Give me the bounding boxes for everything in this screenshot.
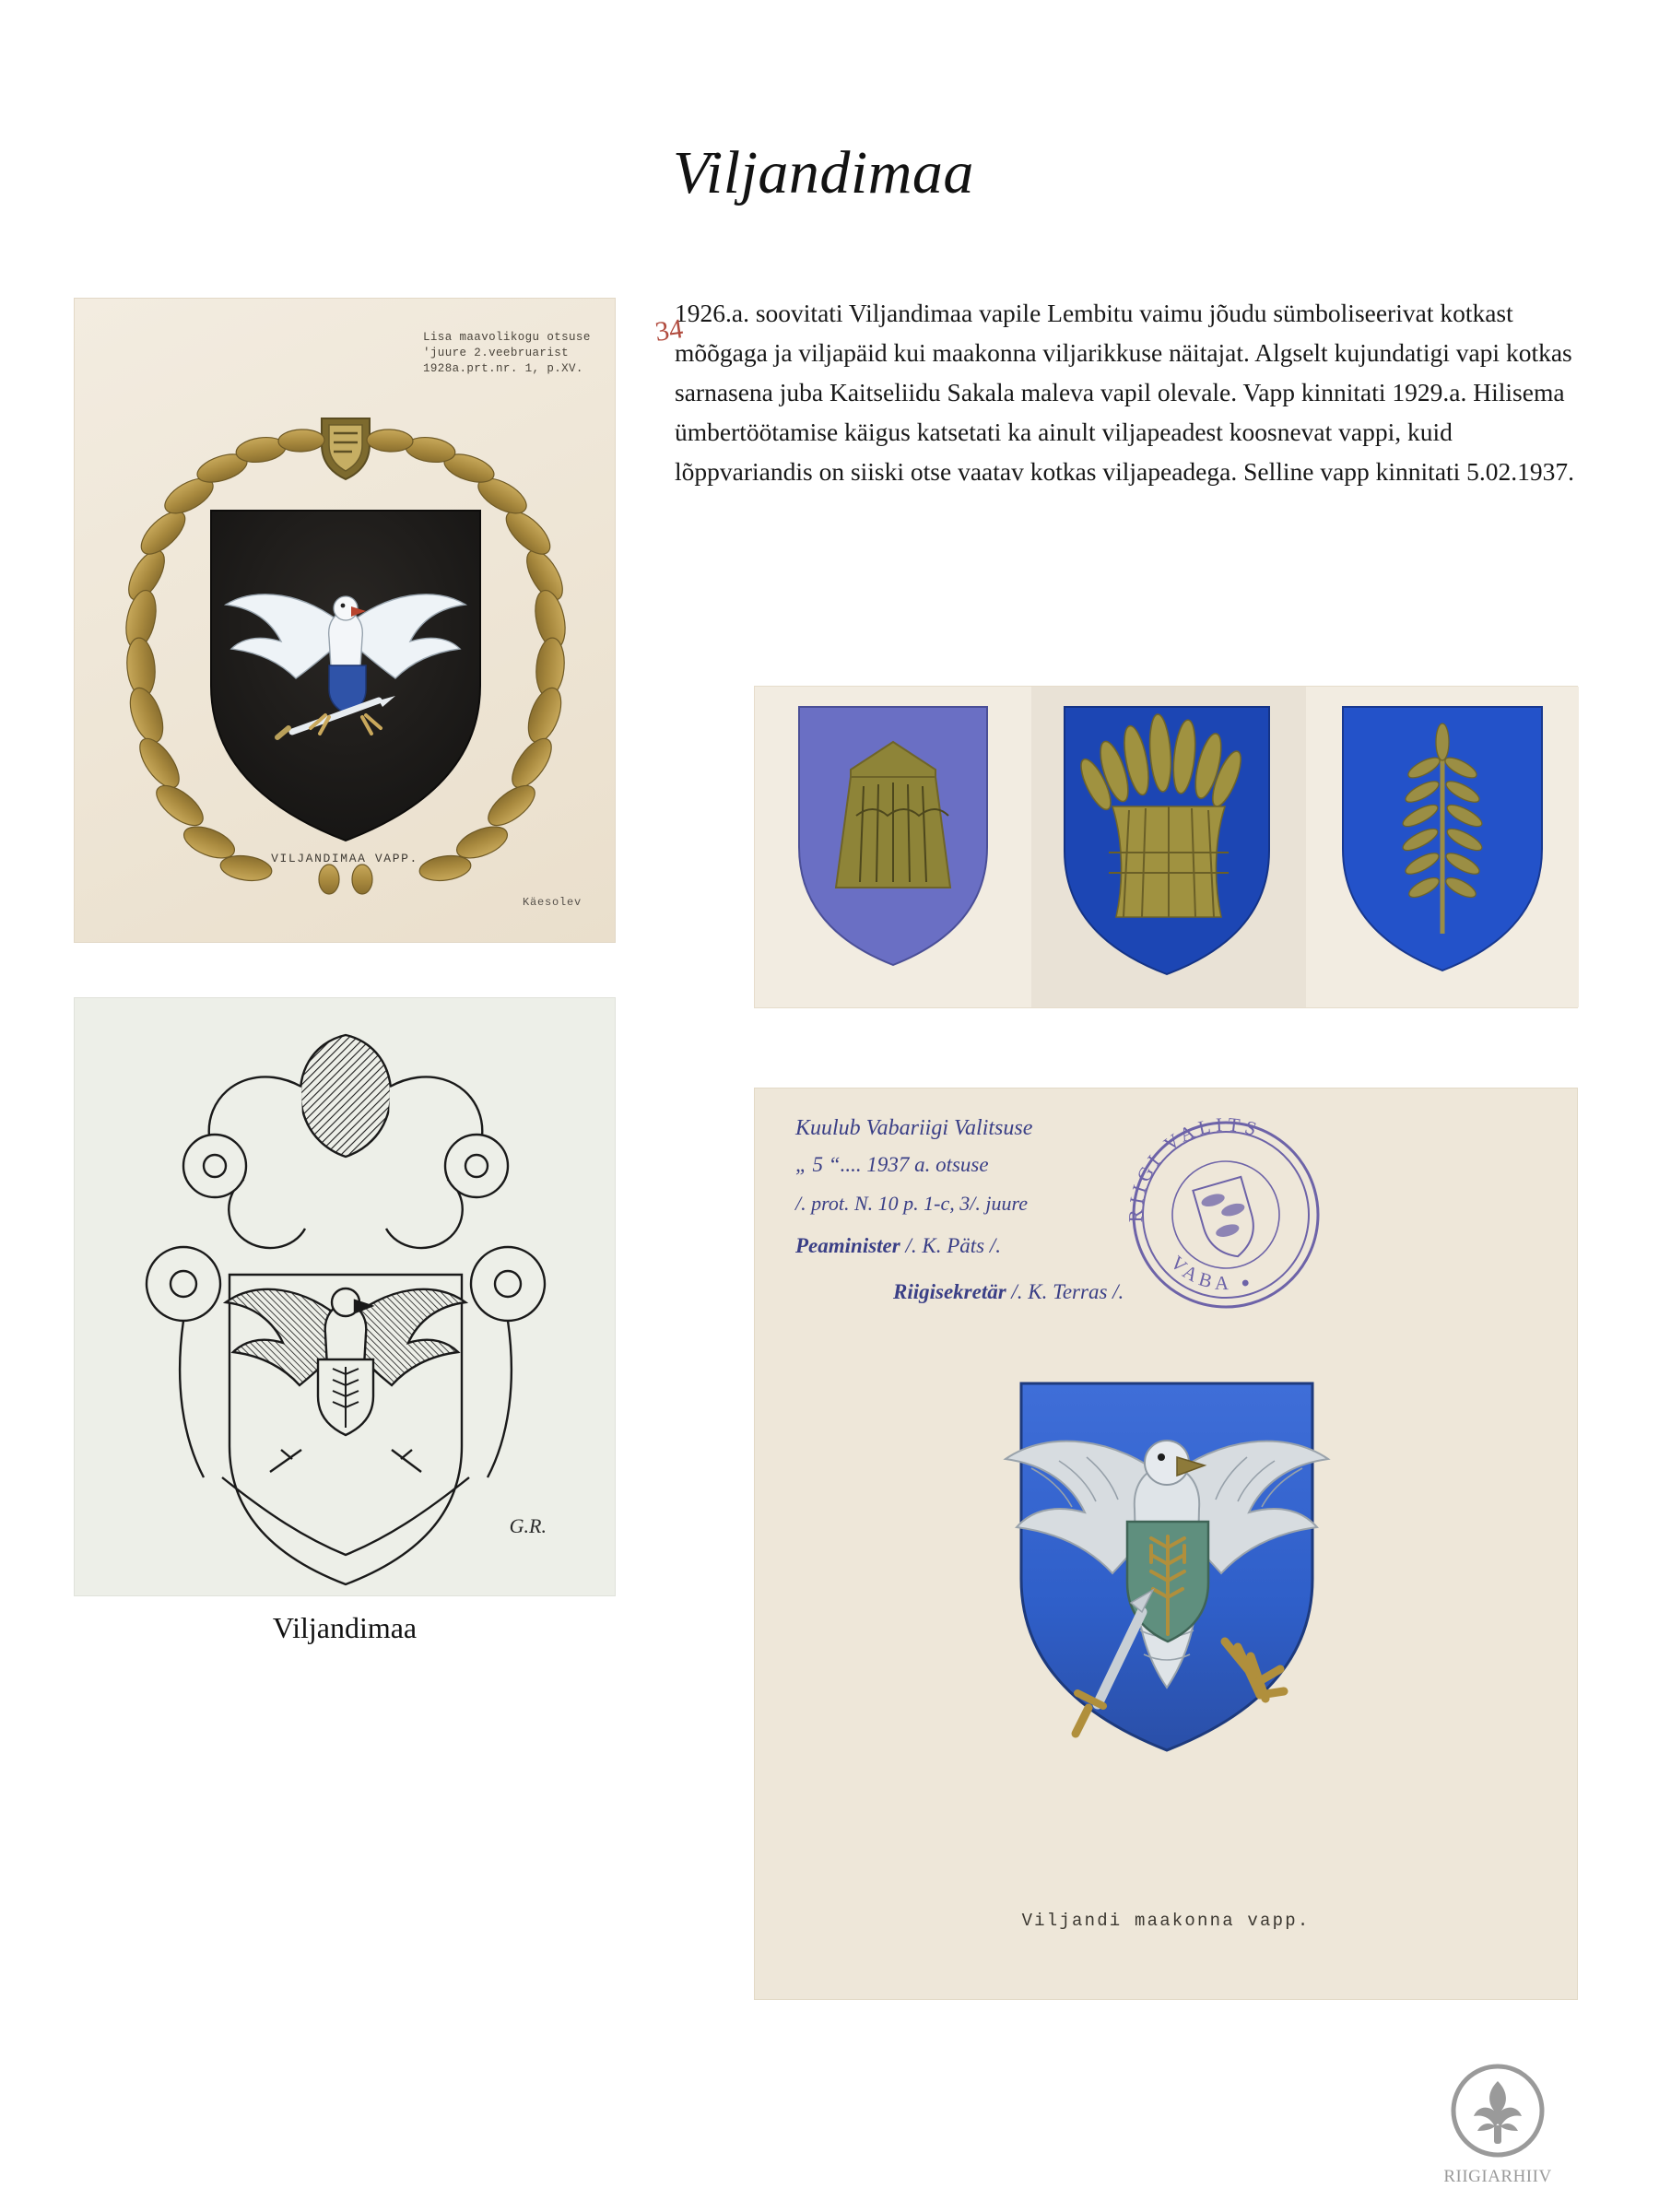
- prime-minister-line: [795, 1234, 1001, 1258]
- plate-caption: VILJANDIMAA VAPP.: [271, 852, 418, 865]
- body-text: 1926.a. soovitati Viljandimaa vapile Lembitu vaimu jõudu sümboliseerivat kotkast mõõgaga ja viljapäid kui maakonna viljarikkuse näitajat. Algselt kujundatigi vapi kotkas sarnasena juba Kaitseliidu Sakala maleva vapil olevale. Vapp kinnitati 1929.a. Hilisema ümbertöötamise käigus katsetati ka ainult viljapeadest koosnevat vappi, kuid lõppvariandis on siiski otse vaatav kotkas viljapeadega. Selline vapp kinnitati 5.02.1937.: [675, 299, 1575, 486]
- state-secretary-line: [893, 1280, 1124, 1304]
- approval-line-1: Kuulub Vabariigi Valitsuse: [795, 1116, 1033, 1140]
- shield-sketch-earofgrain: [1306, 687, 1579, 1007]
- plate-engraving: [74, 997, 616, 1596]
- logo-wordmark: RIIGIARHIIV: [1443, 2167, 1552, 2186]
- page-title: Viljandimaa: [673, 139, 974, 206]
- riigiarhiiv-emblem-icon: [1448, 2065, 1547, 2160]
- government-stamp: [1120, 1109, 1332, 1321]
- wreath-artwork: [75, 299, 617, 944]
- approval-line-2: „ 5 “.... 1937 a. otsuse: [795, 1153, 989, 1176]
- final-arms-caption: Viljandi maakonna vapp.: [1021, 1911, 1311, 1931]
- plate-three-shield-sketches: [754, 686, 1578, 1008]
- prime-minister-label: Peaminister: [795, 1234, 900, 1257]
- plate-wreath-drawing: [74, 298, 686, 943]
- archival-typed-note: Lisa maavolikogu otsuse 'juure 2.veebruarist 1928a.prt.nr. 1, p.XV.: [423, 331, 591, 375]
- svg-text:RIIGI VALITS: RIIGI VALITS: [1124, 1112, 1265, 1223]
- footer-logo: [1438, 2065, 1558, 2184]
- engraving-artwork: [75, 998, 617, 1597]
- approval-line-3: /. prot. N. 10 p. 1-c, 3/. juure: [795, 1192, 1028, 1215]
- state-secretary-label: Riigisekretär: [893, 1280, 1006, 1303]
- engraving-caption: Viljandimaa: [272, 1611, 418, 1644]
- final-arms-artwork: [755, 1365, 1579, 1881]
- plate-approved-arms: [754, 1088, 1578, 2000]
- shield-sketch-wheatsheaf: [1031, 687, 1306, 1007]
- plate-signature: Käesolev: [522, 896, 582, 909]
- shield-sketch-haystack: [755, 687, 1031, 1007]
- svg-text:VABA: VABA: [1166, 1251, 1234, 1295]
- state-secretary-value: /. K. Terras /.: [1011, 1280, 1124, 1303]
- artist-signature: G.R.: [509, 1514, 547, 1537]
- prime-minister-value: /. K. Päts /.: [905, 1234, 1001, 1257]
- pencil-page-number: 34: [653, 313, 686, 347]
